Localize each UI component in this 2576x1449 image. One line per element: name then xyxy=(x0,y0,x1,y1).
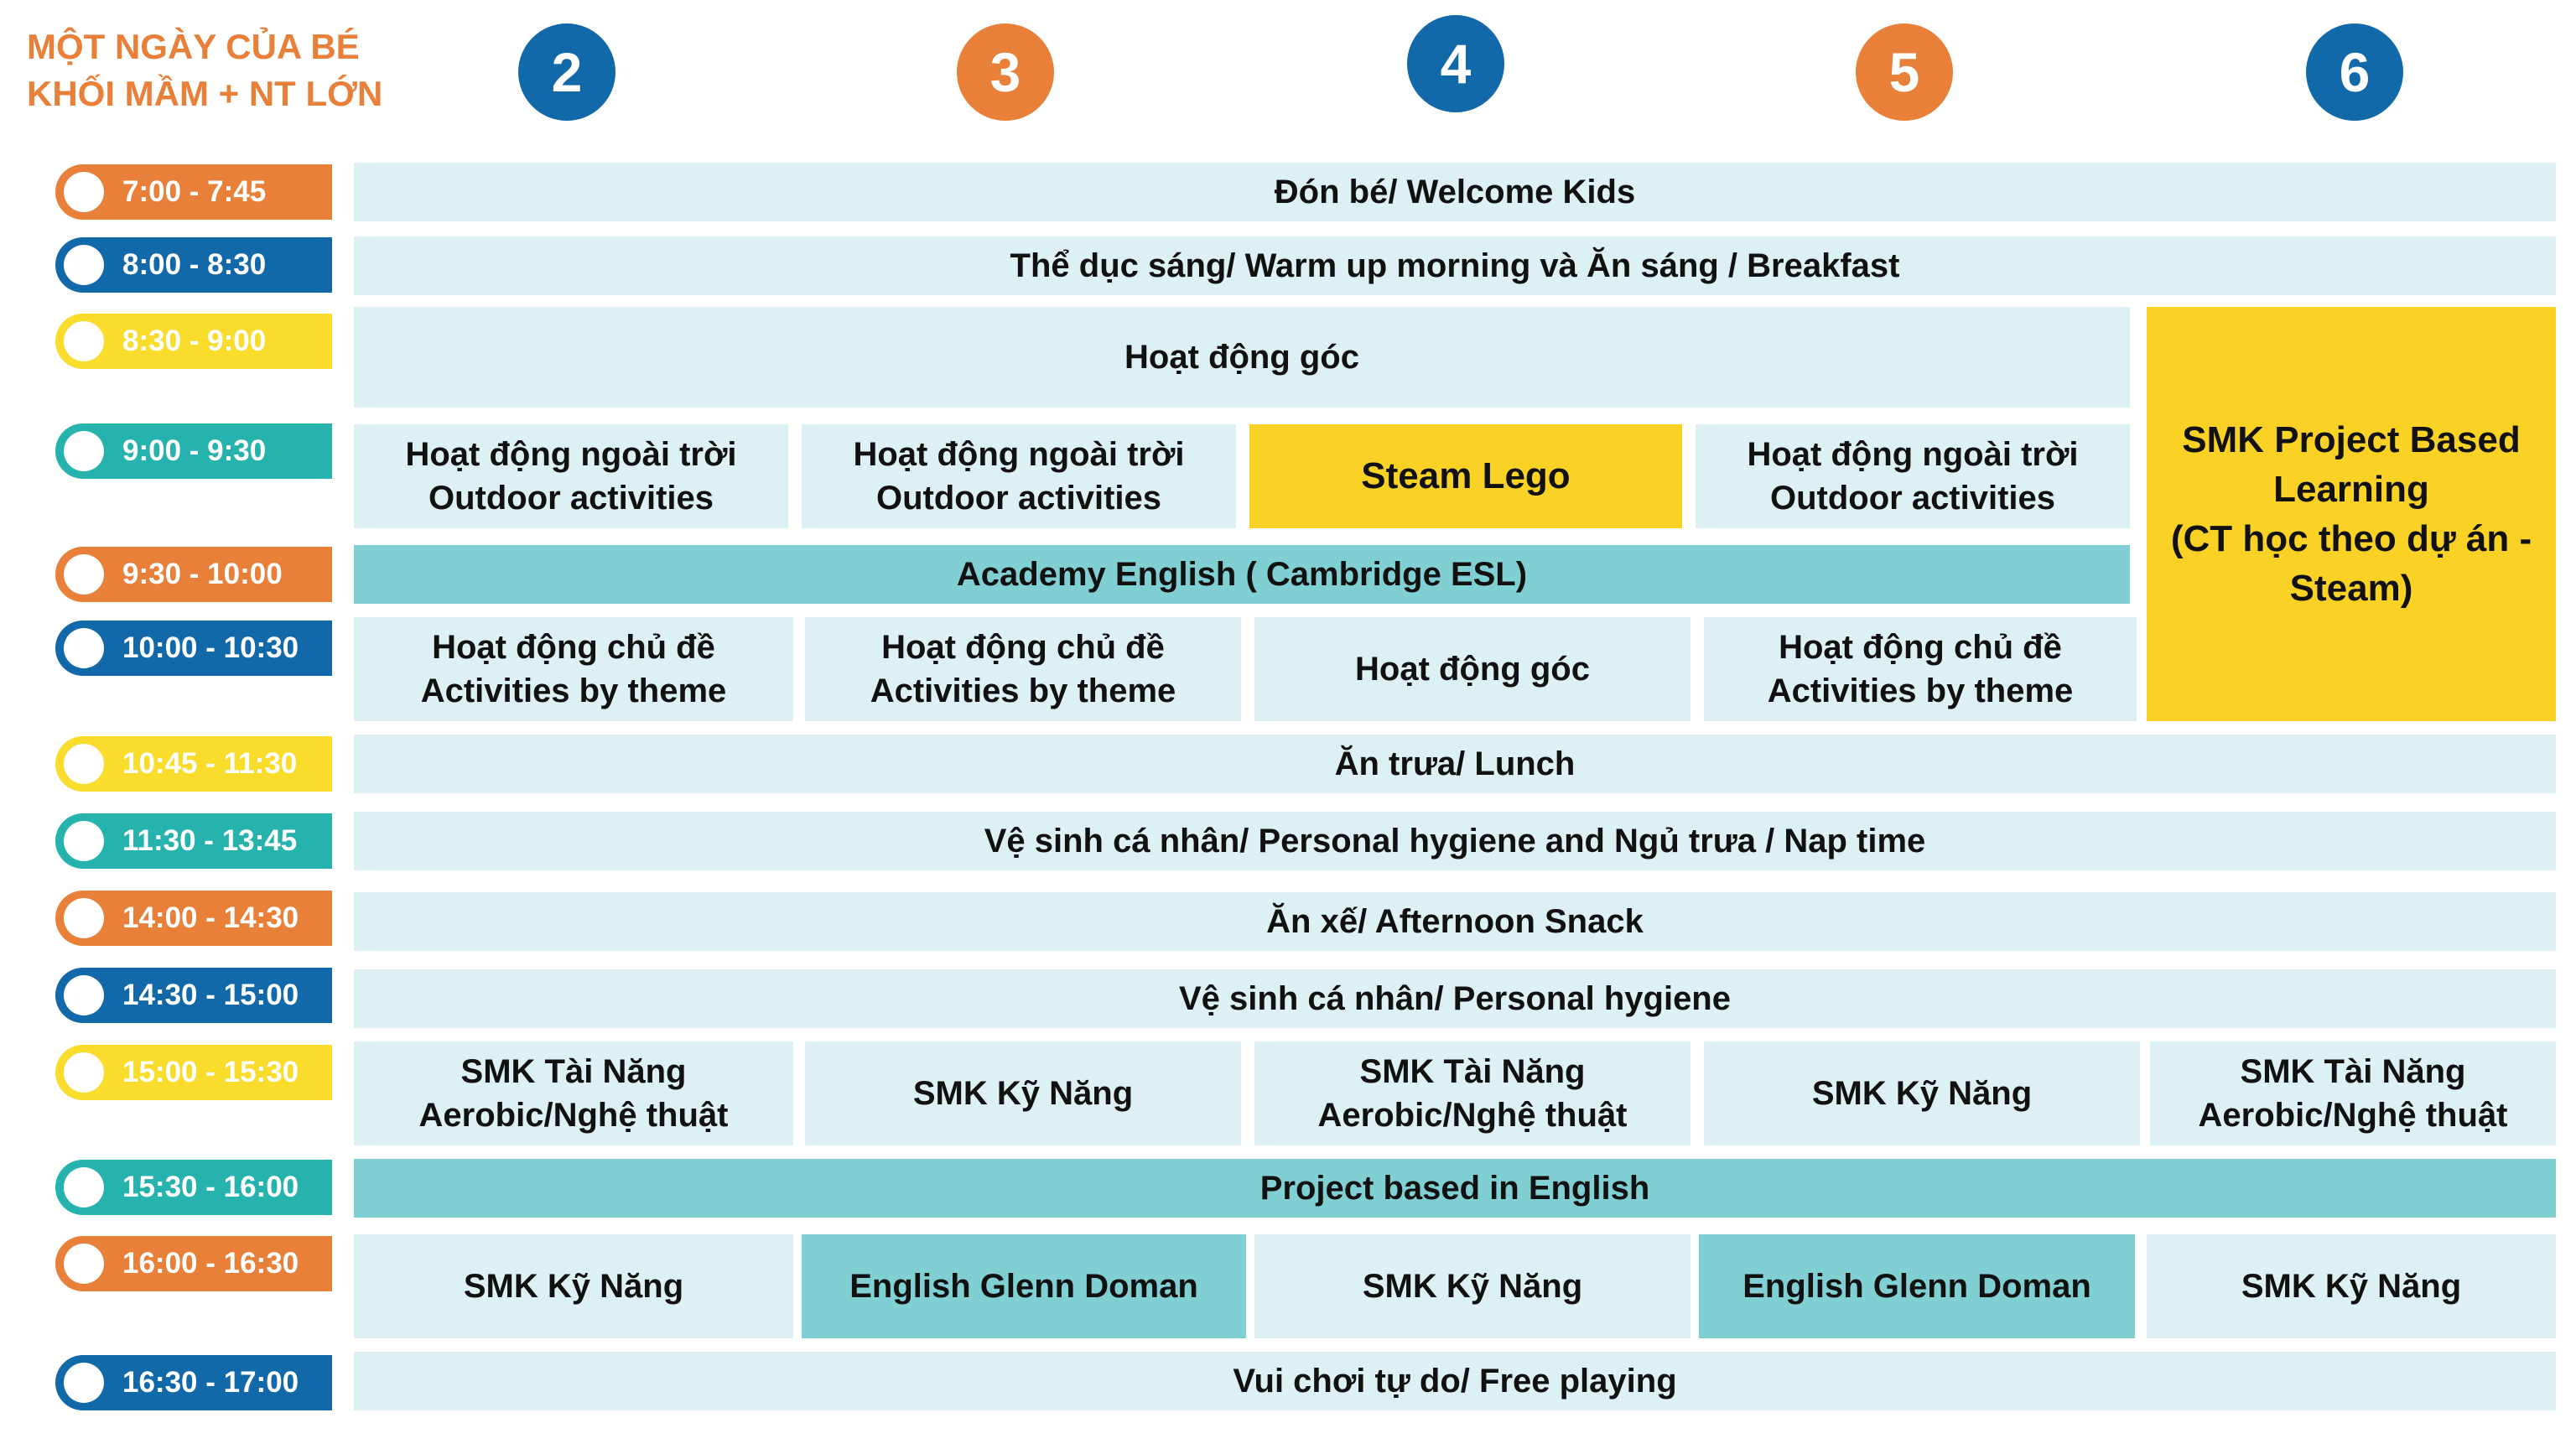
schedule-cell-welcome: Đón bé/ Welcome Kids xyxy=(354,163,2556,221)
time-slot xyxy=(55,237,332,293)
time-label: 9:00 - 9:30 xyxy=(122,434,267,467)
bullet-dot xyxy=(64,321,104,361)
cell-line: Activities by theme xyxy=(420,673,727,709)
time-label: 10:45 - 11:30 xyxy=(122,747,298,780)
day-circle-6: 6 xyxy=(2306,23,2403,121)
time-slot xyxy=(55,547,332,602)
schedule-cell-glenn-doman-thu: English Glenn Doman xyxy=(1699,1234,2135,1338)
time-slot xyxy=(55,891,332,946)
cell-line: SMK Tài Năng xyxy=(2240,1053,2466,1090)
schedule-cell-talent-fri xyxy=(2150,1041,2556,1145)
cell-line: SMK Tài Năng xyxy=(1359,1053,1586,1090)
time-label: 11:30 - 13:45 xyxy=(122,824,298,857)
time-label: 15:30 - 16:00 xyxy=(122,1171,299,1203)
cell-line: Aerobic/Nghệ thuật xyxy=(1317,1097,1628,1134)
bullet-dot xyxy=(64,744,104,784)
cell-line: SMK Tài Năng xyxy=(460,1053,687,1090)
time-slot xyxy=(55,813,332,869)
schedule-cell-skills-thu: SMK Kỹ Năng xyxy=(1704,1041,2140,1145)
cell-line: Hoạt động chủ đề xyxy=(432,629,715,666)
time-slot xyxy=(55,1045,332,1100)
time-slot xyxy=(55,621,332,676)
page-title xyxy=(27,23,382,117)
bullet-dot xyxy=(64,628,104,668)
title-line-2: KHỐI MẦM + NT LỚN xyxy=(27,74,383,113)
time-slot xyxy=(55,736,332,792)
day-circle-4: 4 xyxy=(1407,15,1504,112)
time-label: 10:00 - 10:30 xyxy=(122,631,299,664)
cell-line: Hoạt động chủ đề xyxy=(881,629,1165,666)
schedule-cell-skills-tue: SMK Kỹ Năng xyxy=(805,1041,1241,1145)
title-line-1: MỘT NGÀY CỦA BÉ xyxy=(27,27,360,66)
cell-line: Hoạt động ngoài trời xyxy=(853,436,1185,473)
time-label: 16:30 - 17:00 xyxy=(122,1366,299,1399)
bullet-dot xyxy=(64,554,104,595)
cell-line: Hoạt động ngoài trời xyxy=(405,436,737,473)
cell-line: Activities by theme xyxy=(1767,673,2074,709)
cell-line: Aerobic/Nghệ thuật xyxy=(418,1097,729,1134)
schedule-cell-project-friday xyxy=(2147,307,2556,721)
cell-line: Hoạt động chủ đề xyxy=(1779,629,2062,666)
time-slot xyxy=(55,314,332,369)
schedule-cell-skills-wed: SMK Kỹ Năng xyxy=(1254,1234,1690,1338)
bullet-dot xyxy=(64,1052,104,1093)
schedule-cell-theme-tue xyxy=(805,617,1241,721)
schedule-cell-warmup: Thể dục sáng/ Warm up morning và Ăn sáng / Breakfast xyxy=(354,236,2556,295)
schedule-cell-glenn-doman-tue: English Glenn Doman xyxy=(802,1234,1246,1338)
bullet-dot xyxy=(64,1244,104,1284)
time-slot xyxy=(55,1236,332,1291)
schedule-cell-nap: Vệ sinh cá nhân/ Personal hygiene and Ngủ trưa / Nap time xyxy=(354,812,2556,870)
cell-line: Activities by theme xyxy=(870,673,1176,709)
cell-line: SMK Project Based xyxy=(2182,419,2521,460)
schedule-cell-talent-wed xyxy=(1254,1041,1690,1145)
bullet-dot xyxy=(64,1363,104,1403)
schedule-cell-snack: Ăn xế/ Afternoon Snack xyxy=(354,892,2556,951)
time-label: 7:00 - 7:45 xyxy=(122,175,267,208)
time-label: 8:00 - 8:30 xyxy=(122,248,267,281)
time-slot xyxy=(55,423,332,479)
schedule-cell-steam-lego: Steam Lego xyxy=(1249,424,1682,528)
day-circle-2: 2 xyxy=(518,23,615,121)
cell-line: Outdoor activities xyxy=(428,480,714,517)
cell-line: (CT học theo dự án - xyxy=(2170,518,2532,559)
schedule-cell-talent-mon xyxy=(354,1041,793,1145)
cell-line: Outdoor activities xyxy=(1769,480,2056,517)
cell-line: Learning xyxy=(2273,469,2429,510)
schedule-cell-corner-wed: Hoạt động góc xyxy=(1254,617,1690,721)
bullet-dot xyxy=(64,245,104,285)
time-label: 14:30 - 15:00 xyxy=(122,979,299,1011)
schedule-cell-theme-mon xyxy=(354,617,793,721)
schedule-cell-lunch: Ăn trưa/ Lunch xyxy=(354,735,2556,793)
day-circle-3: 3 xyxy=(957,23,1054,121)
bullet-dot xyxy=(64,898,104,938)
time-slot xyxy=(55,164,332,220)
schedule-cell-outdoor-mon xyxy=(354,424,788,528)
schedule-cell-skills-mon: SMK Kỹ Năng xyxy=(354,1234,793,1338)
cell-line: Hoạt động ngoài trời xyxy=(1747,436,2079,473)
schedule-cell-project-english: Project based in English xyxy=(354,1159,2556,1218)
time-label: 9:30 - 10:00 xyxy=(122,558,283,590)
bullet-dot xyxy=(64,1167,104,1208)
schedule-cell-outdoor-tue xyxy=(802,424,1236,528)
time-label: 8:30 - 9:00 xyxy=(122,325,267,357)
schedule-cell-hygiene: Vệ sinh cá nhân/ Personal hygiene xyxy=(354,969,2556,1028)
cell-line: Aerobic/Nghệ thuật xyxy=(2198,1097,2508,1134)
bullet-dot xyxy=(64,975,104,1015)
schedule-cell-skills-fri: SMK Kỹ Năng xyxy=(2147,1234,2556,1338)
time-slot xyxy=(55,968,332,1023)
schedule-cell-outdoor-thu xyxy=(1696,424,2130,528)
schedule-cell-free-play: Vui chơi tự do/ Free playing xyxy=(354,1352,2556,1410)
time-label: 15:00 - 15:30 xyxy=(122,1056,299,1088)
time-label: 14:00 - 14:30 xyxy=(122,901,299,934)
time-slot xyxy=(55,1355,332,1410)
bullet-dot xyxy=(64,431,104,471)
schedule-cell-theme-thu xyxy=(1704,617,2137,721)
cell-line: Outdoor activities xyxy=(875,480,1162,517)
bullet-dot xyxy=(64,821,104,861)
bullet-dot xyxy=(64,172,104,212)
schedule-cell-corner: Hoạt động góc xyxy=(354,307,2130,408)
schedule-cell-academy-english: Academy English ( Cambridge ESL) xyxy=(354,545,2130,604)
time-slot xyxy=(55,1160,332,1215)
day-circle-5: 5 xyxy=(1856,23,1953,121)
time-label: 16:00 - 16:30 xyxy=(122,1247,299,1280)
cell-line: Steam) xyxy=(2289,568,2413,609)
